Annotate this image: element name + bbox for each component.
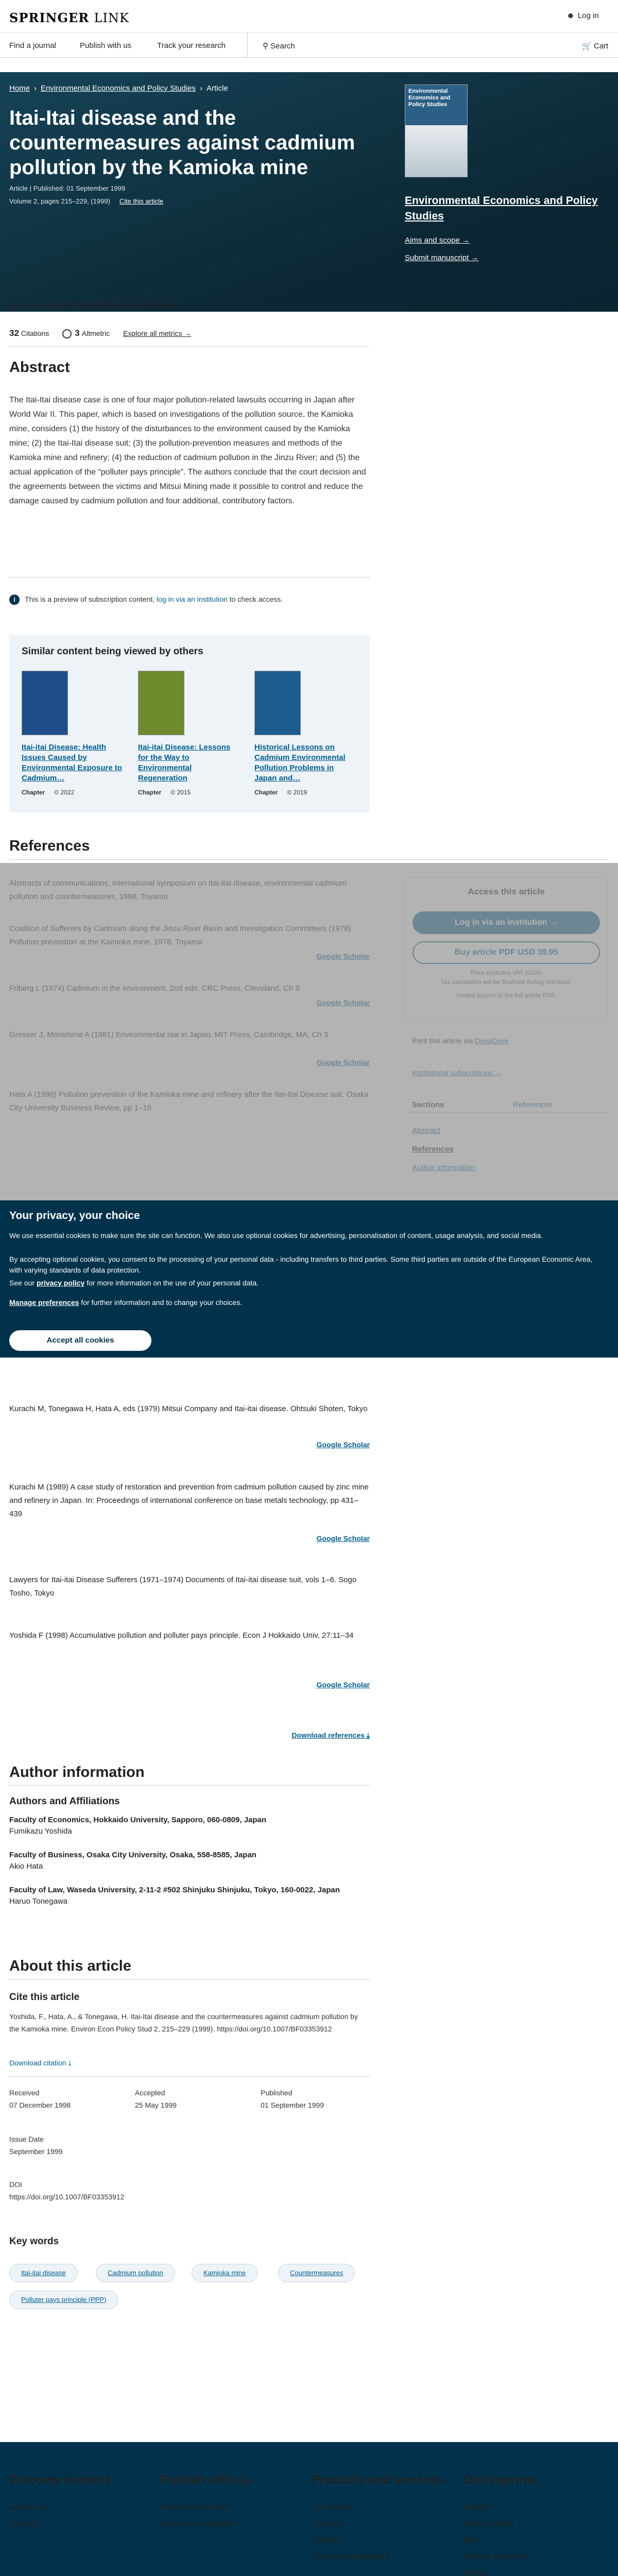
footer-link[interactable]: Open access publishing xyxy=(161,2518,237,2527)
reference-item: Kurachi M (1989) A case study of restoration and prevention from cadmium pollution caused by zinc mine and refinery in Japan. In: Proceedings of international conference on base metals technology, pp 431–439 xyxy=(9,1483,369,1518)
affiliation-org: Faculty of Economics, Hokkaido University, Sapporo, 060-0809, Japan xyxy=(9,1816,267,1824)
breadcrumb-article: Article xyxy=(207,84,228,93)
issue-date xyxy=(9,2133,63,2158)
similar-heading: Similar content being viewed by others xyxy=(22,646,203,657)
accepted-label: Accepted xyxy=(135,2089,165,2097)
manage-preferences-link[interactable]: Manage preferences xyxy=(9,1298,79,1307)
chevron-right-icon: › xyxy=(34,84,37,93)
login-label: Log in xyxy=(577,11,599,20)
cookie-text-part: for further information and to change your choices. xyxy=(79,1298,243,1307)
citations-label: Citations xyxy=(21,329,49,337)
footer-link[interactable]: Our products xyxy=(312,2502,354,2510)
article-volume-line xyxy=(9,197,163,205)
similar-item[interactable] xyxy=(254,671,357,796)
metrics-bar xyxy=(9,328,191,338)
abstract-text: The Itai-Itai disease case is one of four major pollution-related lawsuits occurring in Japan after World War II. This paper, which is based on investigations of the pollution source, the Kamioka mine, considers (1) the history of the disturbances to the environment caused by the Kamioka mine; (2) the Itai-Itai disease suit; (3) the pollution-prevention measures and methods of the Kamioka mine and refinery; (4) the reduction of cadmium pollution in the Jinzu River; and (5) the actual application of the “polluter pays principle”. The authors conclude that the court decision and the agreements between the victims and Mitsui Mining made it possible to control and reduce the damage caused by cadmium pollution and four additional, contributory factors. xyxy=(9,396,366,505)
affiliations-heading: Authors and Affiliations xyxy=(9,1796,120,1807)
search-label: Search xyxy=(270,42,295,50)
issue-label: Issue Date xyxy=(9,2135,44,2143)
footer-col-heading: Discover content xyxy=(9,2473,110,2487)
cite-this-article-link[interactable]: Cite this article xyxy=(119,197,164,205)
similar-cover-image xyxy=(138,671,184,735)
notice-text: This is a preview of subscription content, xyxy=(25,595,157,603)
affiliation xyxy=(9,1815,380,1837)
doi-value: https://doi.org/10.1007/BF03353912 xyxy=(9,2193,125,2201)
modal-backdrop xyxy=(0,863,618,1247)
login-link[interactable] xyxy=(566,11,599,20)
track-research-link[interactable]: Track your research xyxy=(157,41,226,50)
keyword-chip[interactable]: Kamioka mine xyxy=(192,2264,258,2282)
similar-item-meta xyxy=(22,789,125,796)
references-heading: References xyxy=(9,838,90,854)
publish-link[interactable]: Publish with us xyxy=(80,41,132,50)
author-link[interactable]: Fumikazu Yoshida xyxy=(9,300,72,309)
author-list: Fumikazu Yoshida, Akio Hata & Haruo Tonegawa xyxy=(9,300,177,309)
download-citation-link[interactable]: Download citation ⤓ xyxy=(9,2059,72,2067)
similar-item-type: Chapter xyxy=(254,789,278,796)
keyword-chip[interactable]: Countermeasures xyxy=(278,2264,355,2282)
footer-link[interactable]: BMC xyxy=(464,2535,480,2543)
divider xyxy=(9,1979,370,1980)
footer-col-heading: Our imprints xyxy=(464,2473,538,2487)
reference-item: Lawyers for Itai-itai Disease Sufferers (1971–1974) Documents of Itai-itai disease suit, vols 1–6. Sogo Tosho, Tokyo xyxy=(9,1575,357,1598)
similar-item-title[interactable]: Historical Lessons on Cadmium Environmental Pollution Problems in Japan and… xyxy=(254,743,346,783)
cookie-text-part: See our xyxy=(9,1279,37,1287)
affiliation xyxy=(9,1885,370,1907)
footer-link[interactable]: Books A-Z xyxy=(9,2518,43,2527)
accepted-value: 25 May 1999 xyxy=(135,2101,177,2109)
subscription-notice xyxy=(9,595,370,605)
journal-cover-title: Environmental Economics and Policy Studies xyxy=(405,85,467,125)
footer-link[interactable]: Partners and advertisers xyxy=(312,2551,391,2560)
cookie-text xyxy=(9,1278,602,1289)
author-link[interactable]: Haruo Tonegawa xyxy=(118,300,177,309)
accepted-date xyxy=(135,2087,177,2111)
issue-value: September 1999 xyxy=(9,2147,63,2156)
doi xyxy=(9,2178,124,2203)
altmetric-icon xyxy=(62,329,72,338)
article-type-date: Article | Published: 01 September 1999 xyxy=(9,184,126,192)
similar-item-year: © 2022 xyxy=(54,789,75,796)
affiliation-author: Haruo Tonegawa xyxy=(9,1897,68,1906)
journal-title-link[interactable]: Environmental Economics and Policy Studies xyxy=(405,195,598,222)
user-icon: ☻ xyxy=(566,11,575,20)
affiliation-author: Akio Hata xyxy=(9,1862,43,1871)
similar-item-title[interactable]: Itai-itai Disease: Health Issues Caused by Environmental Exposure to Cadmium… xyxy=(22,743,123,783)
similar-item-type: Chapter xyxy=(138,789,162,796)
cookie-text: By accepting optional cookies, you consent to the processing of your personal data - including transfers to third parties. Some third parties are outside of the European Economic Area, with varying standards of data protection. xyxy=(9,1255,593,1274)
breadcrumb xyxy=(9,84,228,93)
similar-cover-image xyxy=(254,671,301,735)
notice-text-end: to check access. xyxy=(227,595,283,603)
reference-item: Yoshida F (1998) Accumulative pollution and polluter pays principle. Econ J Hokkaido Univ, 27:11–34 xyxy=(9,1631,354,1640)
altmetric-label: Altmetric xyxy=(81,329,110,337)
search-button[interactable] xyxy=(263,41,295,50)
footer-col-heading: Products and services xyxy=(312,2473,444,2487)
similar-item-title[interactable]: Itai-itai Disease: Lessons for the Way to Environmental Regeneration xyxy=(138,743,231,783)
footer-link[interactable]: Springer xyxy=(464,2502,491,2510)
breadcrumb-journal[interactable]: Environmental Economics and Policy Studies xyxy=(41,84,196,93)
published-label: Published xyxy=(261,2089,293,2097)
cart-label: Cart xyxy=(593,42,609,50)
altmetric-count: 3 xyxy=(75,328,80,338)
download-references-link[interactable]: Download references ⤓ xyxy=(291,1731,370,1739)
google-scholar-link[interactable]: Google Scholar xyxy=(316,1681,370,1689)
divider xyxy=(9,346,370,347)
cookie-banner xyxy=(0,1200,618,1358)
cite-heading: Cite this article xyxy=(9,1992,80,2003)
search-icon: ⚲ xyxy=(263,42,268,50)
similar-content-panel xyxy=(9,635,370,812)
keyword-chip[interactable]: Itai-itai disease xyxy=(9,2264,78,2282)
reference-item: Kurachi M, Tonegawa H, Hata A, eds (1979) Mitsui Company and Itai-itai disease. Ohtsuki Shoten, Tokyo xyxy=(9,1404,368,1413)
divider xyxy=(9,2076,370,2077)
footer-link[interactable]: Publish your research xyxy=(161,2502,231,2510)
similar-item-type: Chapter xyxy=(22,789,45,796)
footer-link[interactable]: Journals A-Z xyxy=(9,2502,50,2510)
aims-scope-link[interactable]: Aims and scope → xyxy=(405,236,470,245)
similar-item-year: © 2015 xyxy=(170,789,191,796)
volume-pages: Volume 2, pages 215–229, (1999) xyxy=(9,197,110,205)
author-info-heading: Author information xyxy=(9,1764,145,1781)
received-value: 07 December 1998 xyxy=(9,2101,71,2109)
cart-button[interactable] xyxy=(582,41,608,50)
keyword-chip[interactable]: Polluter pays principle (PPP) xyxy=(9,2291,118,2309)
journal-cover[interactable] xyxy=(405,84,468,177)
published-value: 01 September 1999 xyxy=(261,2101,324,2109)
affiliation-author: Fumikazu Yoshida xyxy=(9,1827,72,1836)
divider xyxy=(9,859,609,860)
cookie-text xyxy=(9,1297,602,1308)
google-scholar-link[interactable]: Google Scholar xyxy=(316,1534,370,1543)
affiliation-org: Faculty of Business, Osaka City University, Osaka, 558-8585, Japan xyxy=(9,1851,256,1859)
affiliation-org: Faculty of Law, Waseda University, 2-11-2 #502 Shinjuku Shinjuku, Tokyo, 160-0022, Japan xyxy=(9,1886,340,1894)
doi-label: DOI xyxy=(9,2180,22,2189)
received-label: Received xyxy=(9,2089,40,2097)
citations-count: 32 xyxy=(9,328,19,338)
institution-login-link[interactable]: log in via an institution xyxy=(157,595,228,603)
affiliation xyxy=(9,1850,380,1872)
citation-text: Yoshida, F., Hata, A., & Tonegawa, H. Itai-Itai disease and the countermeasures against cadmium pollution by the Kamioka mine. Environ Econ Policy Stud 2, 215–229 (1999). https://doi.org/10.1007/BF03353912 xyxy=(9,2012,358,2033)
info-icon: i xyxy=(9,595,20,605)
keyword-chip[interactable]: Cadmium pollution xyxy=(96,2264,175,2282)
received-date xyxy=(9,2087,71,2111)
accept-cookies-button[interactable]: Accept all cookies xyxy=(9,1330,151,1351)
cookie-text-part: for more information on the use of your personal data. xyxy=(84,1279,259,1287)
springer-link-logo[interactable] xyxy=(9,10,129,25)
similar-item[interactable] xyxy=(138,671,241,796)
google-scholar-link[interactable]: Google Scholar xyxy=(316,1440,370,1449)
submit-manuscript-link[interactable]: Submit manuscript → xyxy=(405,253,479,262)
divider xyxy=(9,577,370,578)
similar-item-meta xyxy=(254,789,357,796)
footer-link[interactable]: Librarians xyxy=(312,2518,344,2527)
abstract-heading: Abstract xyxy=(9,359,70,376)
cart-icon: 🛒 xyxy=(582,42,592,50)
similar-item[interactable] xyxy=(22,671,125,796)
nav-divider xyxy=(247,33,248,58)
similar-item-year: © 2019 xyxy=(287,789,307,796)
footer-link[interactable]: Palgrave Macmillan xyxy=(464,2551,527,2560)
similar-item-meta xyxy=(138,789,241,796)
privacy-policy-link[interactable]: privacy policy xyxy=(36,1279,85,1287)
journal-cover-image xyxy=(405,125,467,177)
cookie-text: We use essential cookies to make sure the site can function. We also use optional cookies for advertising, personalisation of content, usage analysis, and social media. xyxy=(9,1231,543,1240)
author-link[interactable]: Akio Hata xyxy=(76,300,110,309)
cookie-heading: Your privacy, your choice xyxy=(9,1210,140,1222)
keywords-heading: Key words xyxy=(9,2236,59,2247)
about-heading: About this article xyxy=(9,1958,131,1974)
similar-cover-image xyxy=(22,671,68,735)
find-journal-link[interactable]: Find a journal xyxy=(9,41,56,50)
footer-link[interactable]: Nature Portfolio xyxy=(464,2518,514,2527)
logo-text-link: LINK xyxy=(94,11,129,25)
breadcrumb-home[interactable]: Home xyxy=(9,84,30,93)
footer-link[interactable]: Apress xyxy=(464,2568,486,2576)
logo-text: SPRINGER xyxy=(9,10,90,25)
published-date xyxy=(261,2087,324,2111)
footer-col-heading: Publish with us xyxy=(161,2473,252,2487)
article-title: Itai-Itai disease and the countermeasures against cadmium pollution by the Kamioka mine xyxy=(9,107,355,179)
chevron-right-icon: › xyxy=(200,84,202,93)
explore-metrics-link[interactable]: Explore all metrics → xyxy=(123,329,192,337)
footer-link[interactable]: Societies xyxy=(312,2535,341,2543)
divider xyxy=(9,1785,370,1786)
